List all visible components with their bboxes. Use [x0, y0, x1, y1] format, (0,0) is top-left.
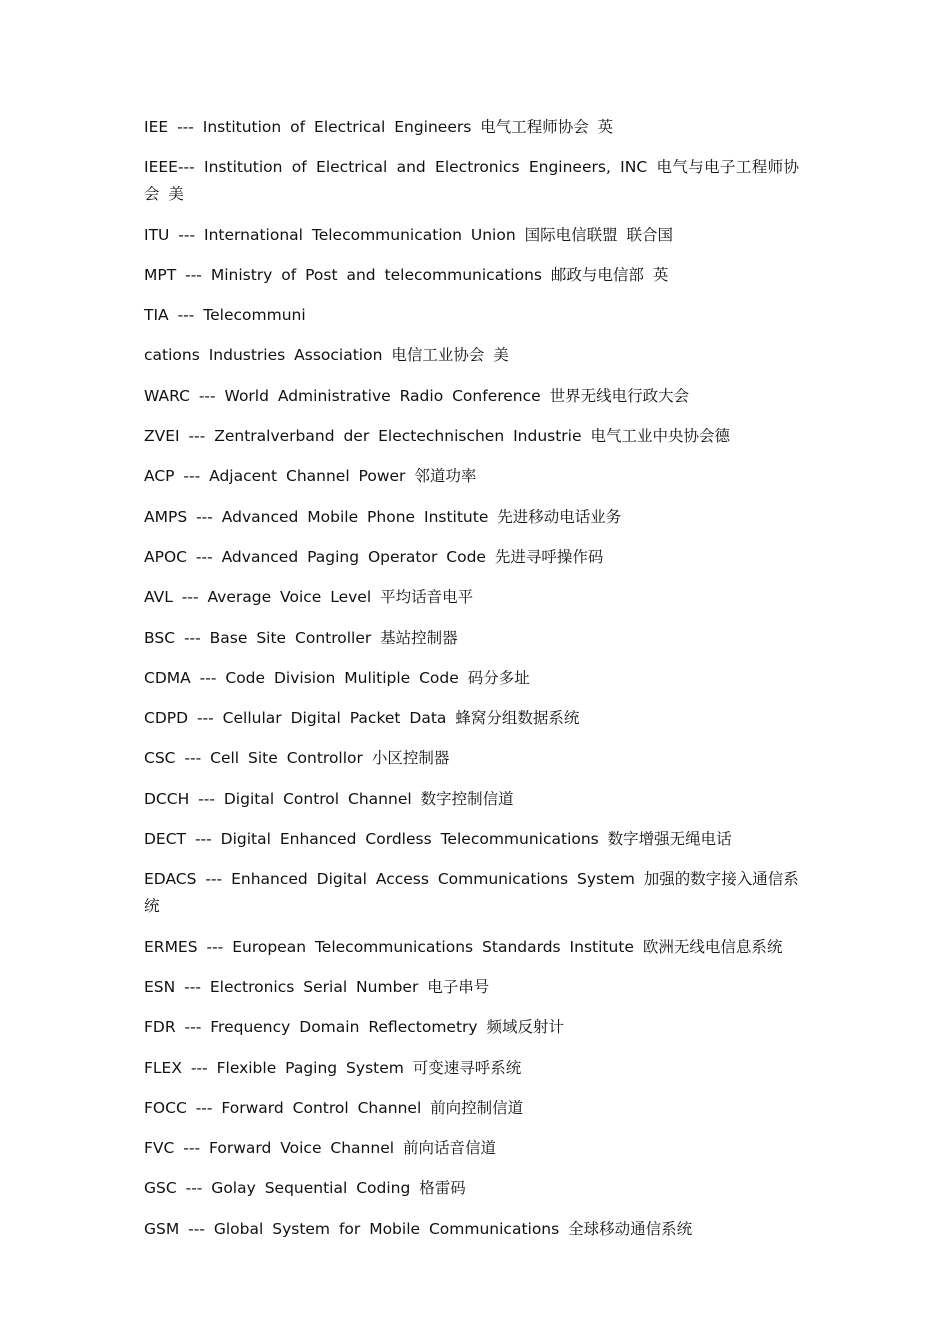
list-item: ACP --- Adjacent Channel Power 邻道功率 [144, 467, 477, 486]
list-item: MPT --- Ministry of Post and telecommunications 邮政与电信部 英 [144, 265, 669, 284]
abbreviation-list [144, 114, 799, 1256]
list-item: FVC --- Forward Voice Channel 前向话音信道 [144, 1139, 496, 1158]
list-item: GSC --- Golay Sequential Coding 格雷码 [144, 1179, 466, 1198]
list-item: CSC --- Cell Site Controllor 小区控制器 [144, 749, 450, 768]
list-item: ZVEI --- Zentralverband der Electechnischen Industrie 电气工业中央协会德 [144, 427, 730, 446]
list-item: EDACS --- Enhanced Digital Access Communications System 加强的数字接入通信系统 [144, 870, 799, 916]
list-item: CDMA --- Code Division Mulitiple Code 码分多址 [144, 668, 530, 687]
list-item: ITU --- International Telecommunication Union 国际电信联盟 联合国 [144, 225, 674, 244]
list-item: APOC --- Advanced Paging Operator Code 先进寻呼操作码 [144, 547, 604, 566]
list-item: CDPD --- Cellular Digital Packet Data 蜂窝分组数据系统 [144, 709, 580, 728]
list-item: BSC --- Base Site Controller 基站控制器 [144, 628, 458, 647]
list-item: FOCC --- Forward Control Channel 前向控制信道 [144, 1098, 524, 1117]
list-item: AMPS --- Advanced Mobile Phone Institute 先进移动电话业务 [144, 507, 622, 526]
list-item: DECT --- Digital Enhanced Cordless Telecommunications 数字增强无绳电话 [144, 830, 732, 849]
list-item: IEEE--- Institution of Electrical and Electronics Engineers, INC 电气与电子工程师协会 美 [144, 158, 799, 204]
list-item: ESN --- Electronics Serial Number 电子串号 [144, 977, 490, 996]
list-item: WARC --- World Administrative Radio Conference 世界无线电行政大会 [144, 386, 690, 405]
list-item: FLEX --- Flexible Paging System 可变速寻呼系统 [144, 1058, 522, 1077]
list-item: ERMES --- European Telecommunications Standards Institute 欧洲无线电信息系统 [144, 937, 783, 956]
list-item: cations Industries Association 电信工业协会 美 [144, 346, 509, 365]
list-item: IEE --- Institution of Electrical Engineers 电气工程师协会 英 [144, 118, 614, 136]
list-item: AVL --- Average Voice Level 平均话音电平 [144, 588, 474, 607]
list-item: TIA --- Telecommuni [144, 306, 306, 325]
list-item: FDR --- Frequency Domain Reflectometry 频域反射计 [144, 1018, 565, 1037]
list-item: DCCH --- Digital Control Channel 数字控制信道 [144, 789, 514, 808]
list-item: GSM --- Global System for Mobile Communications 全球移动通信系统 [144, 1219, 693, 1238]
